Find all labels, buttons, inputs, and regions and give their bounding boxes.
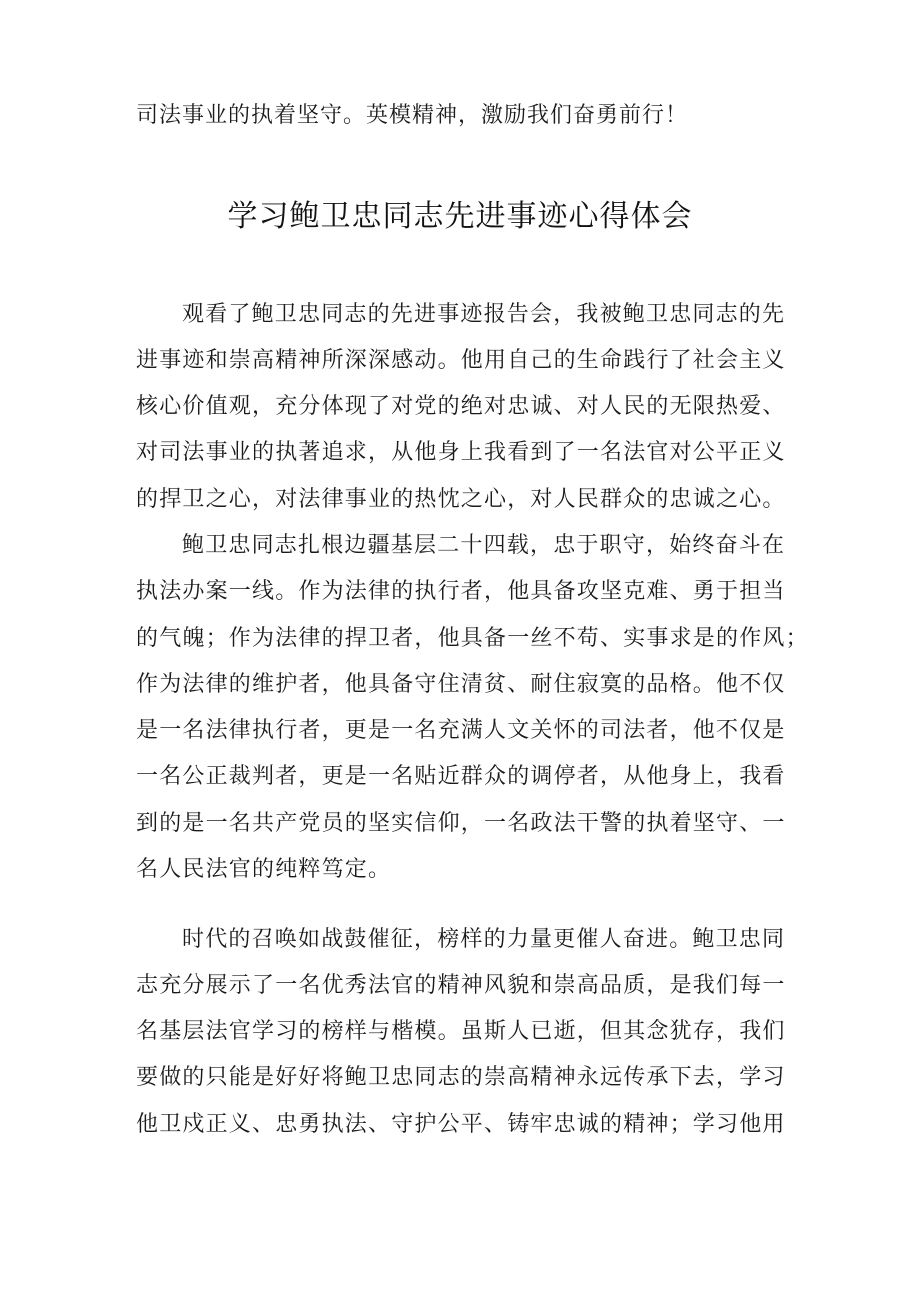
paragraph-2-line-1: 鲍卫忠同志扎根边疆基层二十四载，忠于职守，始终奋斗在 bbox=[182, 533, 786, 558]
paragraph-2-line-2: 执法办案一线。作为法律的执行者，他具备攻坚克难、勇于担当 bbox=[136, 579, 786, 604]
document-title: 学习鲍卫忠同志先进事迹心得体会 bbox=[227, 199, 693, 234]
paragraph-2-line-4: 作为法律的维护者，他具备守住清贫、耐住寂寞的品格。他不仅 bbox=[136, 672, 786, 697]
paragraph-3-line-3: 名基层法官学习的榜样与楷模。虽斯人已逝，但其念犹存，我们 bbox=[136, 1019, 786, 1044]
paragraph-2-line-5: 是一名法律执行者，更是一名充满人文关怀的司法者，他不仅是 bbox=[136, 718, 786, 743]
paragraph-3-line-5: 他卫戍正义、忠勇执法、守护公平、铸牢忠诚的精神；学习他用 bbox=[136, 1112, 786, 1137]
paragraph-2-line-6: 一名公正裁判者，更是一名贴近群众的调停者，从他身上，我看 bbox=[136, 764, 786, 789]
paragraph-3-line-4: 要做的只能是好好将鲍卫忠同志的崇高精神永远传承下去，学习 bbox=[136, 1065, 786, 1090]
paragraph-1-line-5: 的捍卫之心，对法律事业的热忱之心，对人民群众的忠诚之心。 bbox=[136, 487, 786, 512]
paragraph-1-line-2: 进事迹和崇高精神所深深感动。他用自己的生命践行了社会主义 bbox=[136, 348, 786, 373]
paragraph-3-line-1: 时代的召唤如战鼓催征，榜样的力量更催人奋进。鲍卫忠同 bbox=[182, 927, 786, 952]
paragraph-2-line-8: 名人民法官的纯粹笃定。 bbox=[136, 857, 392, 882]
paragraph-2-line-3: 的气魄；作为法律的捍卫者，他具备一丝不苟、实事求是的作风； bbox=[136, 626, 809, 651]
paragraph-1-line-3: 核心价值观，充分体现了对党的绝对忠诚、对人民的无限热爱、 bbox=[136, 394, 786, 419]
paragraph-1-line-1: 观看了鲍卫忠同志的先进事迹报告会，我被鲍卫忠同志的先 bbox=[182, 302, 786, 327]
paragraph-1-line-4: 对司法事业的执著追求，从他身上我看到了一名法官对公平正义 bbox=[136, 440, 786, 465]
paragraph-2-line-7: 到的是一名共产党员的坚实信仰，一名政法干警的执着坚守、一 bbox=[136, 811, 786, 836]
paragraph-3-line-2: 志充分展示了一名优秀法官的精神风貌和崇高品质，是我们每一 bbox=[136, 973, 786, 998]
lead-line: 司法事业的执着坚守。英模精神，激励我们奋勇前行！ bbox=[136, 103, 689, 128]
